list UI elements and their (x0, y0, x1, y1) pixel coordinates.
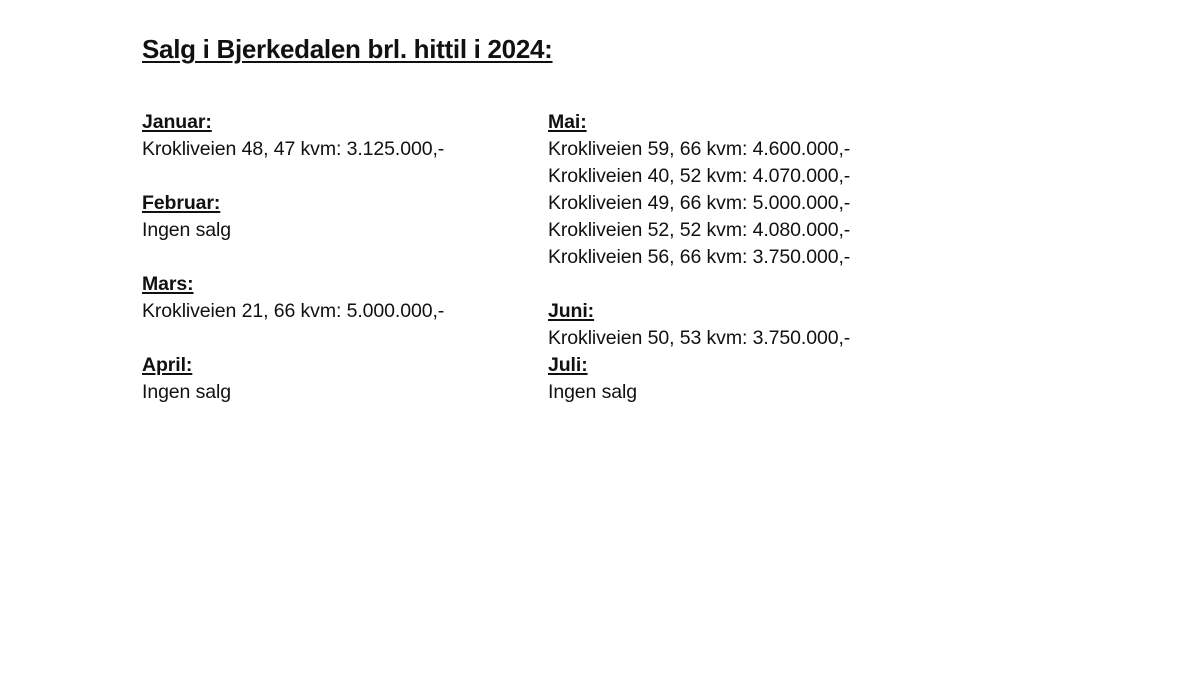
month-heading-juni: Juni: (548, 300, 595, 322)
sale-entry: Ingen salg (142, 381, 231, 403)
page-title: Salg i Bjerkedalen brl. hittil i 2024: (142, 34, 553, 64)
sale-entry: Krokliveien 21, 66 kvm: 5.000.000,- (142, 300, 445, 322)
sale-entry: Krokliveien 48, 47 kvm: 3.125.000,- (142, 138, 445, 160)
month-heading-mai: Mai: (548, 111, 587, 133)
sale-entry: Krokliveien 40, 52 kvm: 4.070.000,- (548, 165, 851, 187)
sale-entry: Krokliveien 50, 53 kvm: 3.750.000,- (548, 327, 851, 349)
sale-entry: Ingen salg (548, 381, 637, 403)
sale-entry: Krokliveien 59, 66 kvm: 4.600.000,- (548, 138, 851, 160)
sale-entry: Krokliveien 52, 52 kvm: 4.080.000,- (548, 219, 851, 241)
month-heading-mars: Mars: (142, 273, 194, 295)
month-heading-januar: Januar: (142, 111, 212, 133)
sale-entry: Krokliveien 56, 66 kvm: 3.750.000,- (548, 246, 851, 268)
sale-entry: Krokliveien 49, 66 kvm: 5.000.000,- (548, 192, 851, 214)
sale-entry: Ingen salg (142, 219, 231, 241)
month-heading-april: April: (142, 354, 193, 376)
month-heading-juli: Juli: (548, 354, 588, 376)
month-heading-februar: Februar: (142, 192, 221, 214)
